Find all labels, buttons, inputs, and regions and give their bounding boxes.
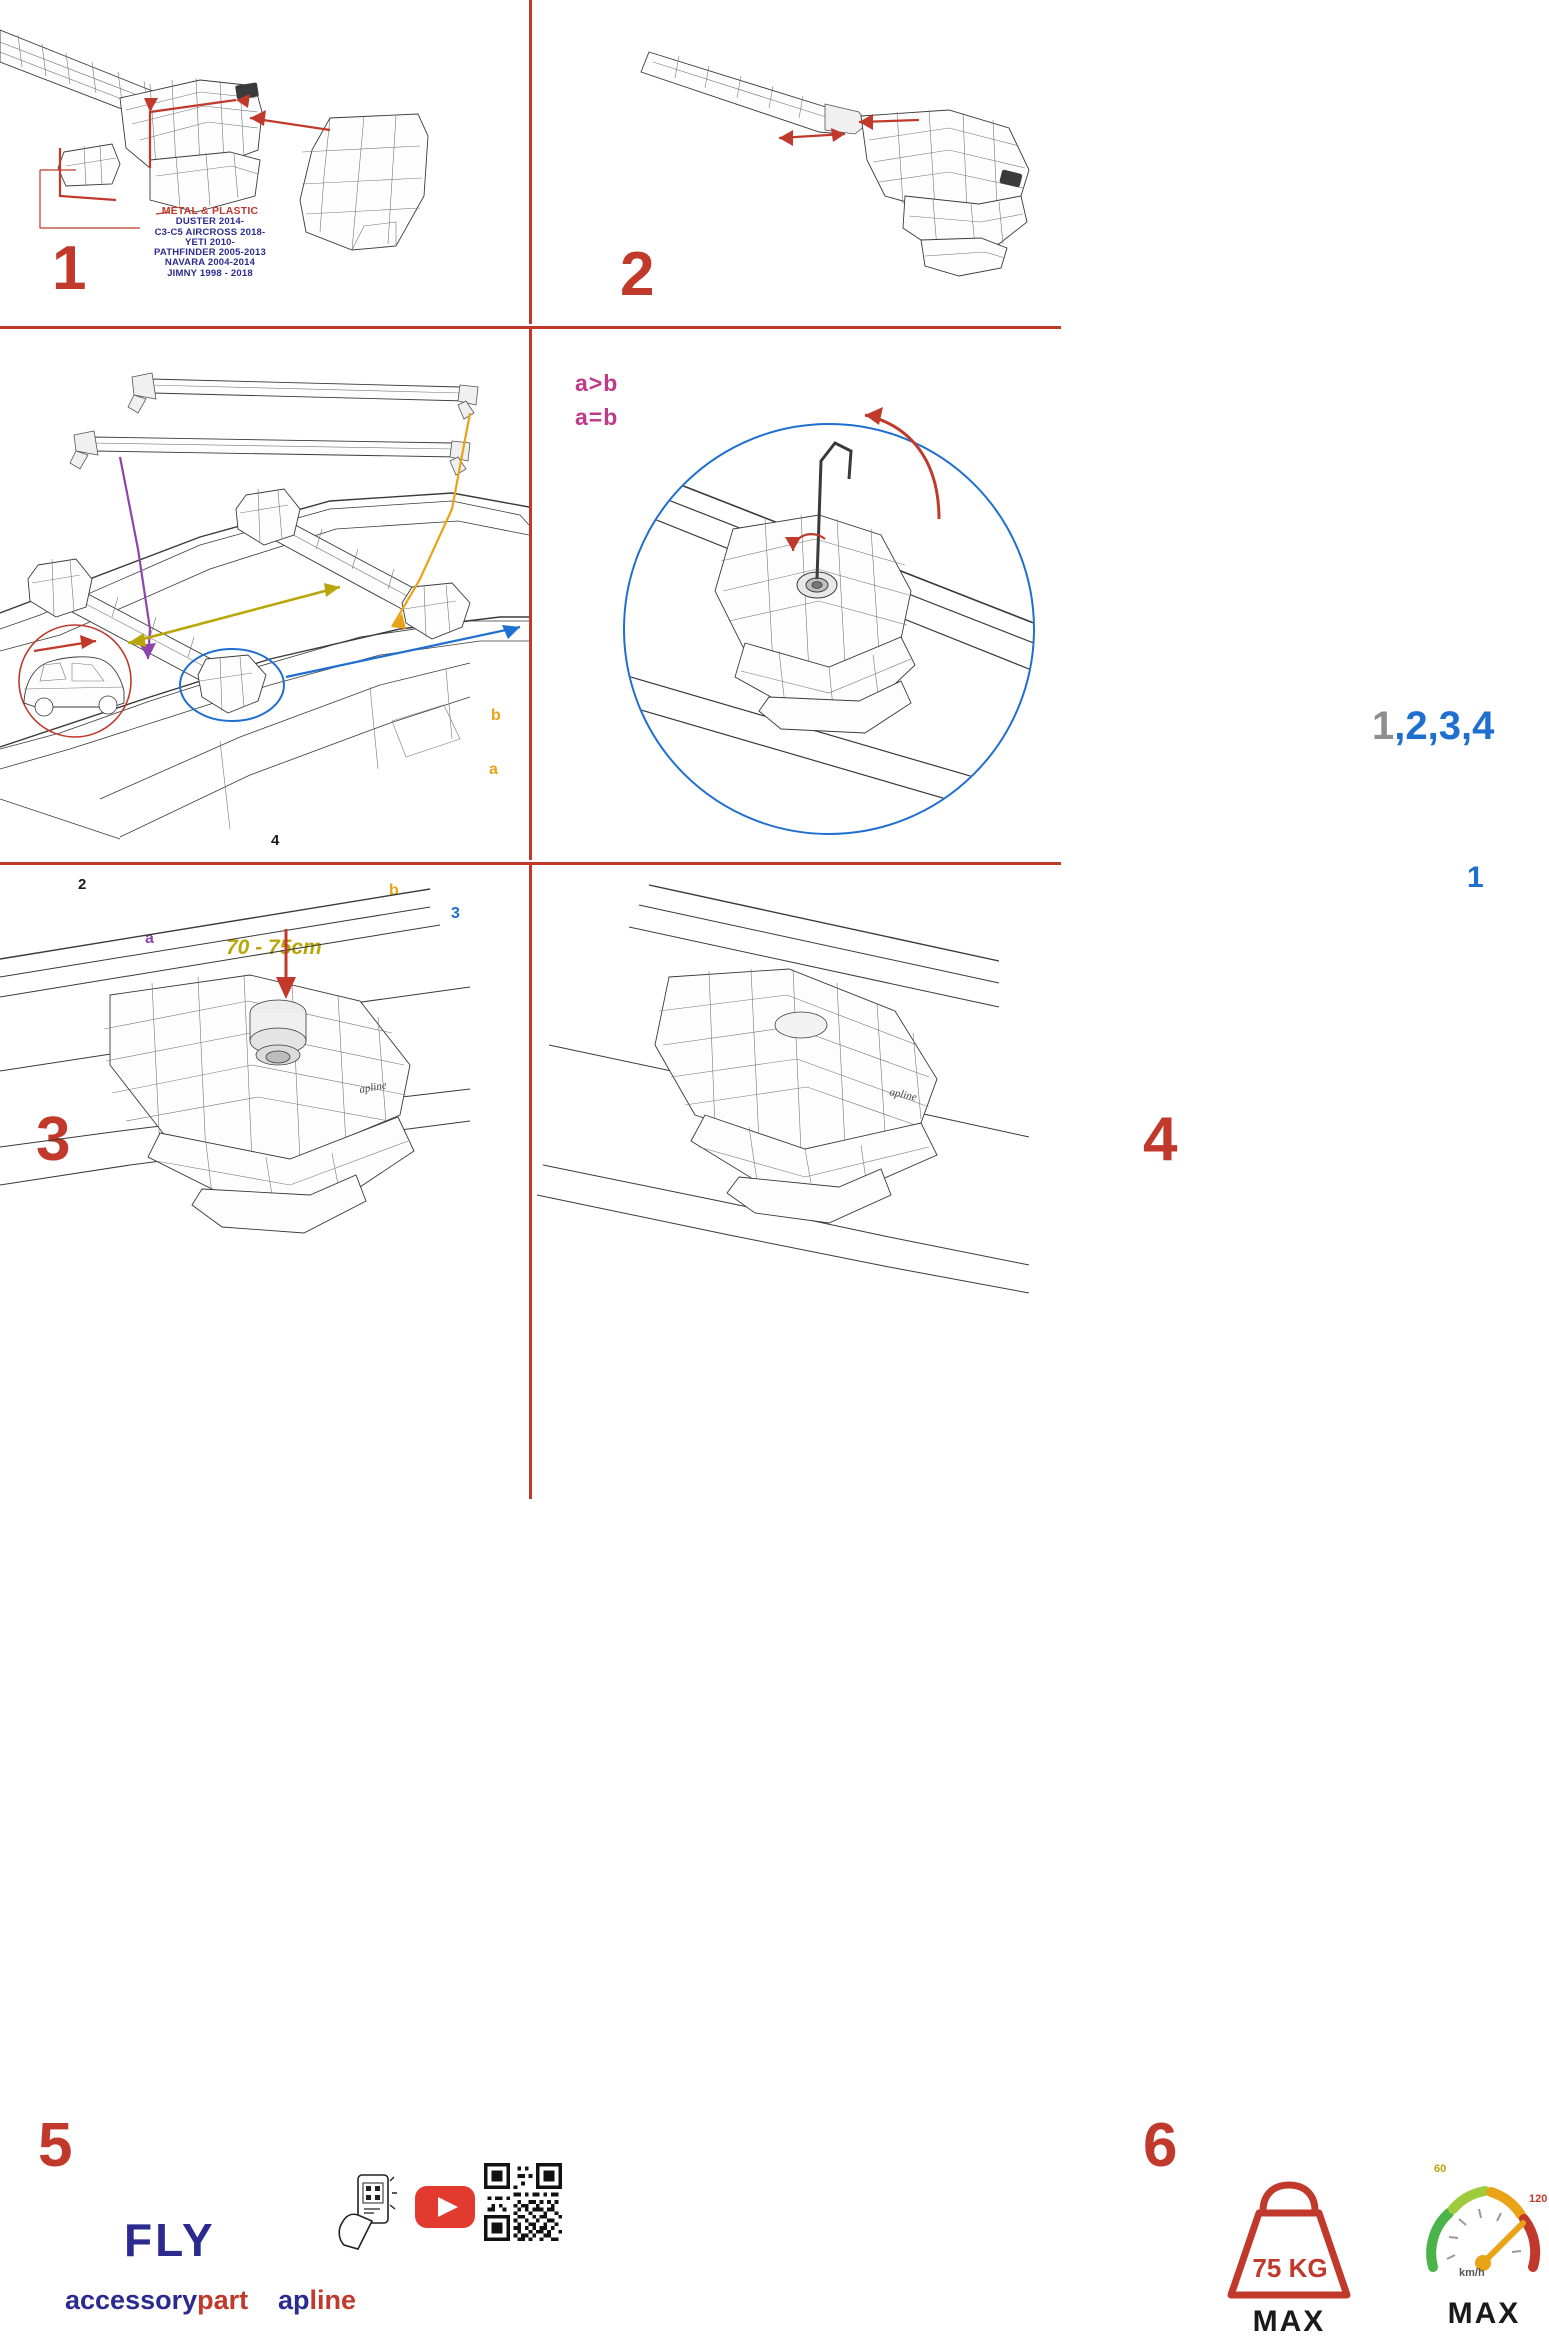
- bar-number-4: 4: [271, 832, 280, 849]
- compare-gt-text: a>b: [575, 370, 619, 396]
- step-4-illustration: [529, 329, 1061, 862]
- brand-apline: [278, 2285, 356, 2316]
- step-number-1: 1: [52, 234, 87, 303]
- label-b-top: b: [491, 707, 501, 724]
- label-b-bar: b: [389, 882, 399, 899]
- step-2-panel: [529, 0, 1061, 326]
- brand-accessorypart: [65, 2285, 248, 2316]
- step-number-2: 2: [620, 240, 655, 309]
- brand-line: line: [309, 2285, 357, 2315]
- vehicle-1: DUSTER 2014-: [175, 216, 245, 228]
- sequence-1: 1: [1372, 704, 1395, 748]
- sequence-2: 2: [1405, 704, 1428, 748]
- step-6-illustration: [529, 865, 1061, 1285]
- step-6-panel: [529, 865, 1548, 2338]
- step-number-6: 6: [1143, 2111, 1178, 2180]
- speed-tick-high: 120: [1529, 2193, 1548, 2205]
- car-direction-inset: [19, 625, 131, 737]
- max-speed-label: MAX: [1447, 2297, 1521, 2330]
- callout-number-1: 1: [1467, 861, 1484, 894]
- step-5-panel: [0, 865, 529, 2315]
- speed-tick-low: 60: [1434, 2163, 1447, 2175]
- tighten-sequence: [1372, 704, 1494, 749]
- vehicle-2: C3-C5 AIRCROSS 2018-: [154, 226, 266, 238]
- distance-label: 70 - 75cm: [226, 936, 322, 959]
- speed-unit: km/h: [1459, 2267, 1485, 2279]
- metal-plastic-title: METAL & PLASTIC: [161, 205, 259, 217]
- qr-code[interactable]: [484, 2163, 562, 2241]
- sequence-4: 4: [1472, 704, 1495, 748]
- vehicle-4: PATHFINDER 2005-2013: [154, 247, 266, 259]
- sequence-sep-3: ,: [1461, 704, 1473, 748]
- distance-arrow: [128, 587, 340, 643]
- qr-scan-icon[interactable]: [336, 2171, 398, 2257]
- apline-watermark: apline: [358, 1079, 388, 1096]
- brand-part: part: [197, 2285, 249, 2315]
- brand-fly: FLY: [124, 2214, 216, 2266]
- step-number-3: 3: [36, 1105, 71, 1174]
- sequence-sep-2: ,: [1427, 704, 1439, 748]
- step-1-panel: [0, 0, 529, 326]
- max-weight-label: MAX: [1252, 2305, 1326, 2338]
- metal-plastic-note: [52, 206, 368, 279]
- bar-number-3: 3: [451, 905, 460, 922]
- youtube-icon[interactable]: [414, 2185, 476, 2229]
- sequence-sep-1: ,: [1394, 704, 1406, 748]
- sequence-3: 3: [1438, 704, 1461, 748]
- bar-number-2: 2: [78, 876, 87, 893]
- vehicle-6: JIMNY 1998 - 2018: [167, 267, 253, 279]
- label-a-bar: a: [145, 930, 154, 947]
- compare-eq-text: a=b: [575, 404, 619, 430]
- max-weight-value: 75 KG: [1252, 2253, 1328, 2283]
- step-number-5: 5: [38, 2111, 73, 2180]
- apline-watermark-2: apline: [888, 1086, 918, 1104]
- brand-accessory: accessory: [65, 2285, 198, 2315]
- step-2-illustration: [529, 0, 1061, 326]
- vehicle-3: YETI 2010-: [184, 236, 236, 248]
- label-a-top: a: [489, 761, 498, 778]
- brand-ap: ap: [278, 2285, 310, 2315]
- sequence-arrow: [865, 415, 939, 519]
- vehicle-5: NAVARA 2004-2014: [164, 257, 256, 269]
- step-5-illustration: [0, 865, 529, 1285]
- step-number-4: 4: [1143, 1105, 1178, 1174]
- step-3-illustration: [0, 329, 529, 862]
